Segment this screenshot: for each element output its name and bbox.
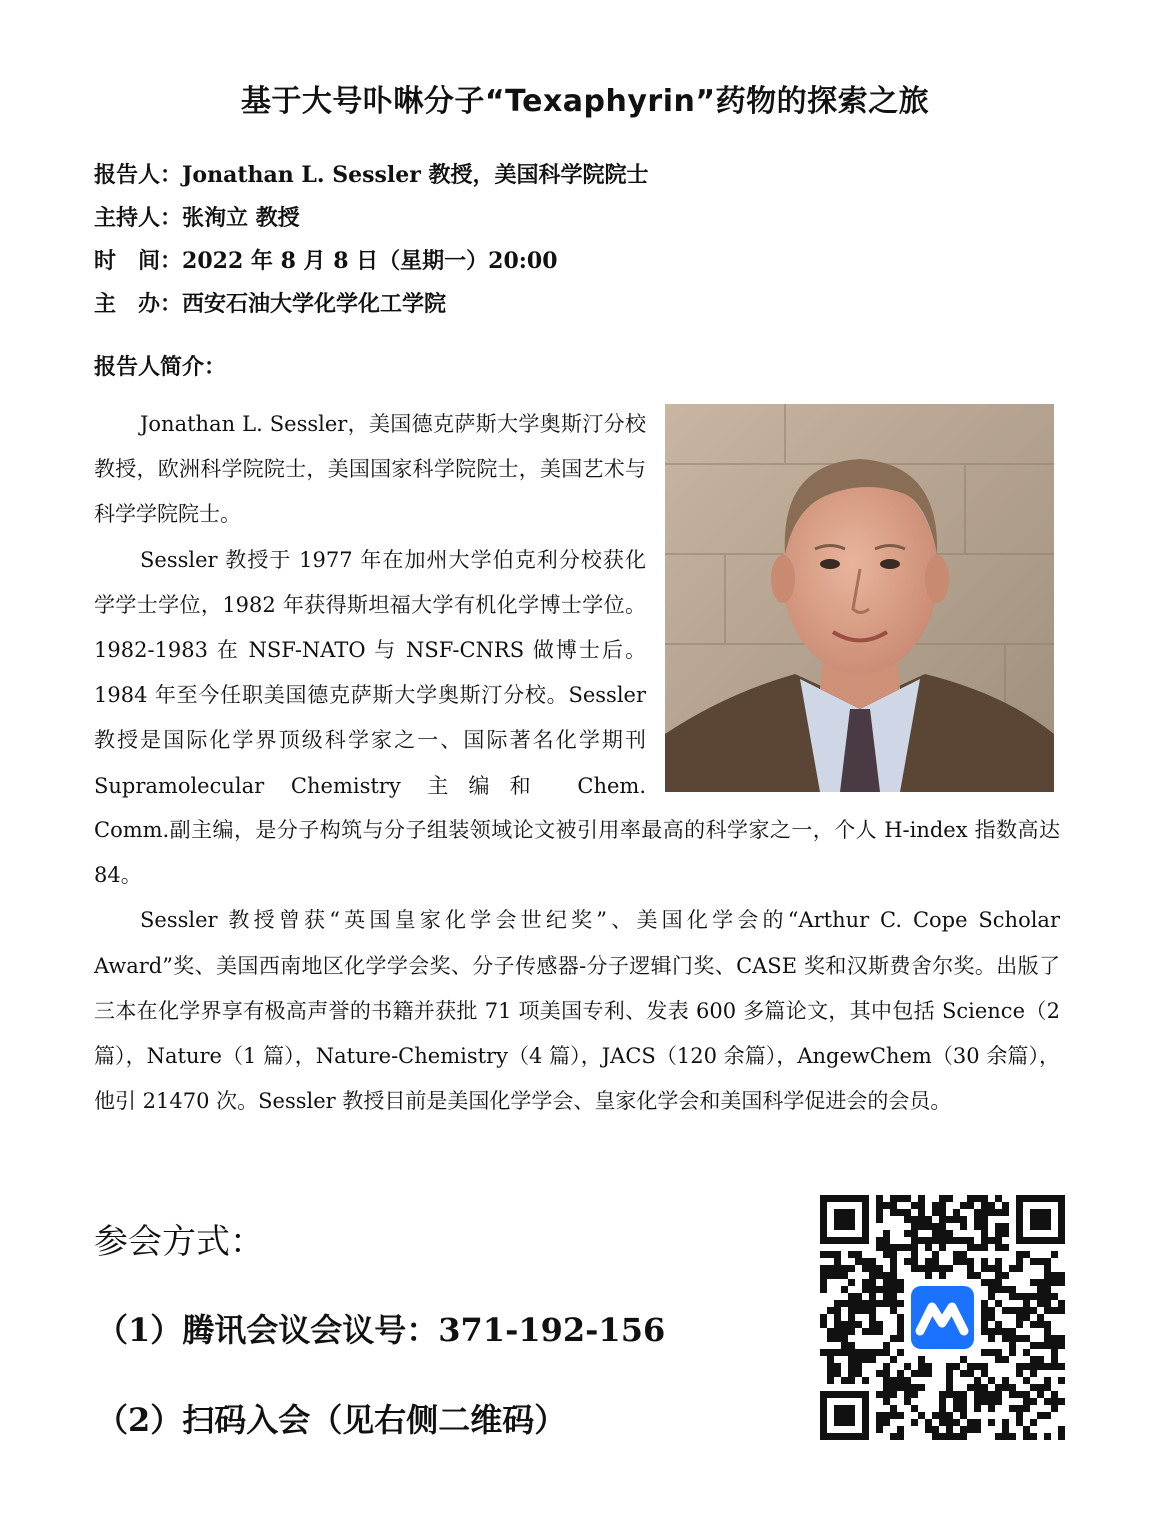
meta-label: 时 间： [94, 248, 183, 274]
page-title: 基于大号卟啉分子“Texaphyrin”药物的探索之旅 [240, 84, 930, 119]
bio-paragraph-2-part-2: Comm.副主编，是分子构筑与分子组装领域论文被引用率最高的科学家之一，个人 H-index 指数高达 84。 [94, 818, 1060, 888]
meta-label: 主 办： [94, 291, 183, 317]
bio-paragraph-1: Jonathan L. Sessler，美国德克萨斯大学奥斯汀分校教授，欧洲科学院院士，美国国家科学院院士，美国艺术与科学学院院士。 [94, 412, 646, 527]
meta-value: 2022 年 8 月 8 日（星期一）20:00 [182, 248, 558, 274]
meta-time [94, 246, 558, 276]
speaker-photo [665, 404, 1054, 792]
meta-label: 报告人： [94, 162, 183, 188]
meta-organizer [94, 289, 446, 319]
tencent-meeting-logo-icon [906, 1281, 979, 1354]
meta-label: 主持人： [94, 205, 183, 231]
meta-host [94, 203, 300, 233]
join-item-scan: （2）扫码入会（见右侧二维码） [96, 1401, 567, 1439]
bio-paragraph-3: Sessler 教授曾获“英国皇家化学会世纪奖”、美国化学会的“Arthur C. Cope Scholar Award”奖、美国西南地区化学学会奖、分子传感器-分子逻辑门奖、CASE 奖和汉斯费舍尔奖。出版了三本在化学界享有极高声誉的书籍并获批 71 项美国专利、发表 600 多篇论文，其中包括 Science（2 篇），Nature（1 篇），Nature-Chemistry（4 篇），JACS（120 余篇），AngewChem（30 余篇），他引 21470 次。Sessler 教授目前是美国化学学会、皇家化学会和美国科学促进会的会员。 [94, 908, 1060, 1114]
bio-heading: 报告人简介： [94, 354, 227, 380]
meta-reporter [94, 160, 648, 190]
meta-value: 西安石油大学化学化工学院 [182, 291, 447, 317]
bio-paragraph-2-part-1: Sessler 教授于 1977 年在加州大学伯克利分校获化学学士学位，1982 年获得斯坦福大学有机化学博士学位。1982-1983 在 NSF-NATO 与 NSF-CNRS 做博士后。1984 年至今任职美国德克萨斯大学奥斯汀分校。Sessler 教授是国际化学界顶级科学家之一、国际著名化学期刊 Supramolecular Chemistry 主编和 Chem. [94, 547, 646, 798]
bio-wrapped-column [94, 402, 646, 809]
join-item-meeting-id: （1）腾讯会议会议号：371-192-156 [96, 1311, 666, 1349]
qr-code-icon[interactable] [820, 1195, 1065, 1440]
meta-value: Jonathan L. Sessler 教授，美国科学院院士 [182, 162, 649, 188]
join-heading: 参会方式： [94, 1222, 264, 1262]
meta-value: 张洵立 教授 [182, 205, 300, 231]
bio-full-column [94, 808, 1060, 1124]
